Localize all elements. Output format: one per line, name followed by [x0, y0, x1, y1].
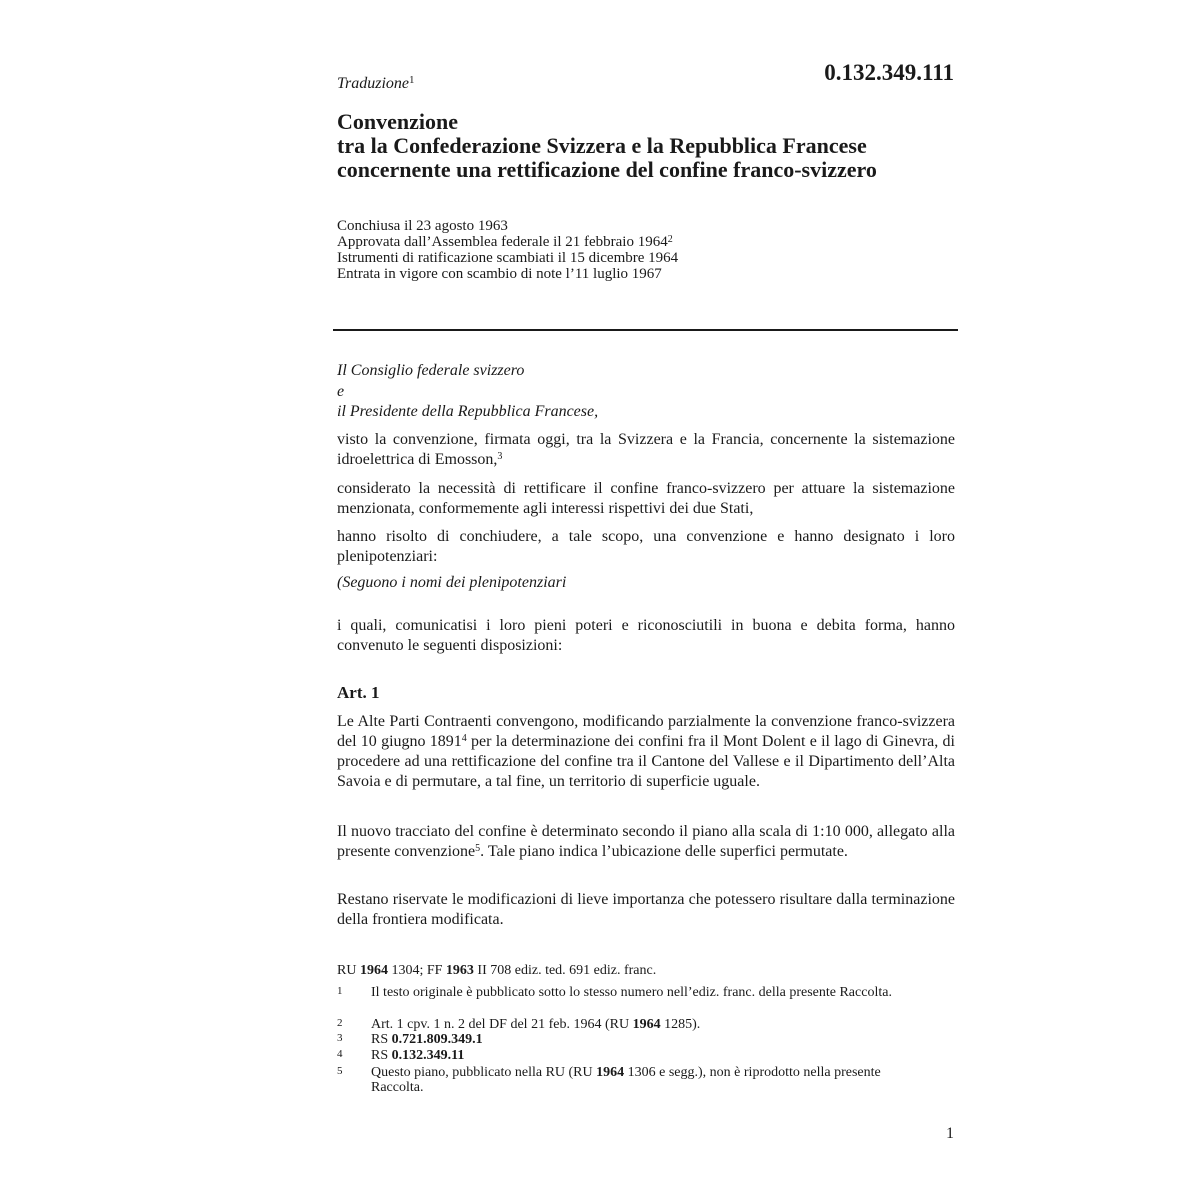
party-french: il Presidente della Repubblica Francese, — [337, 403, 599, 420]
footnote-ref-4[interactable]: 4 — [461, 733, 467, 744]
footnote-ref-1[interactable]: 1 — [409, 74, 415, 86]
translation-label: Traduzione$^1$ — [337, 74, 415, 92]
separator-rule — [333, 329, 958, 331]
in-force-date: Entrata in vigore con scambio di note l’11 luglio 1967 — [337, 266, 662, 282]
preamble-hanno-risolto: hanno risolto di conchiudere, a tale scopo, una convenzione e hanno designato i loro plenipotenziari: — [337, 528, 955, 565]
footnote-ref-2[interactable]: 2 — [667, 234, 673, 245]
concluded-date: Conchiusa il 23 agosto 1963 — [337, 218, 508, 234]
article-heading: Art. 1 — [337, 683, 380, 702]
footnote-ref-5[interactable]: 5 — [475, 843, 481, 854]
document-metadata — [337, 218, 957, 282]
article-paragraph-2: Il nuovo tracciato del confine è determinato secondo il piano alla scala di 1:10 000, allegato alla presente convenzione$^5$. Tale piano indica l’ubicazione delle superfici permutate. — [337, 823, 955, 860]
official-source: RU 1964 1304; FF 1963 II 708 ediz. ted. 691 ediz. franc. — [337, 963, 657, 978]
plenipotentiaries-note: (Seguono i nomi dei plenipotenziari — [337, 574, 567, 591]
preamble-i-quali: i quali, comunicatisi i loro pieni poteri e riconosciutili in buona e debita forma, hanno convenuto le seguenti disposizioni: — [337, 617, 955, 654]
document-title: Convenzione tra la Confederazione Svizzera e la Repubblica Francese concernente una rettificazione del confine franco-svizzero — [337, 109, 877, 182]
article-paragraph-3: Restano riservate le modificazioni di lieve importanza che potessero risultare dalla terminazione della frontiera modificata. — [337, 891, 955, 928]
sr-link-4[interactable]: 0.132.349.11 — [391, 1048, 465, 1063]
preamble-considerato: considerato la necessità di rettificare il confine franco-svizzero per attuare la sistemazione menzionata, conformemente agli interessi rispettivi dei due Stati, — [337, 480, 955, 517]
approved-date: Approvata dall’Assemblea federale il 21 febbraio 1964$^2$ — [337, 234, 673, 250]
footnote-ref-3[interactable]: 3 — [497, 451, 503, 462]
page-number: 1 — [946, 1125, 954, 1142]
footnote-1: 1 Il testo originale è pubblicato sotto lo stesso numero nell’ediz. franc. della presente Raccolta. — [337, 985, 892, 1000]
party-swiss: Il Consiglio federale svizzero — [337, 362, 525, 379]
footnote-2: 2 Art. 1 cpv. 1 n. 2 del DF del 21 feb. 1964 (RU 1964 1285). — [337, 1017, 701, 1032]
footnote-5: 5 Questo piano, pubblicato nella RU (RU 1964 1306 e segg.), non è riprodotto nella presente Raccolta. — [337, 1065, 881, 1095]
preamble-visto: visto la convenzione, firmata oggi, tra la Svizzera e la Francia, concernente la sistemazione idroelettrica di Emosson,$^3$ — [337, 431, 955, 468]
sr-link-3[interactable]: 0.721.809.349.1 — [391, 1032, 483, 1047]
ratification-date: Istrumenti di ratificazione scambiati il 15 dicembre 1964 — [337, 250, 679, 266]
sr-number: 0.132.349.111 — [824, 60, 954, 85]
article-paragraph-1: Le Alte Parti Contraenti convengono, modificando parzialmente la convenzione franco-svizzera del 10 giugno 1891$^4$ per la determinazione dei confini fra il Mont Dolent e il lago di Ginevra, di procedere ad una rettificazione del confine tra il Cantone del Vallese e il Dipartimento dell’Alta Savoia e di permutare, a tal fine, un territorio di superficie uguale. — [337, 713, 955, 790]
footnote-3: 3 RS 0.721.809.349.1 — [337, 1032, 483, 1047]
party-conjunction: e — [337, 383, 345, 400]
footnote-4: 4 RS 0.132.349.11 — [337, 1048, 465, 1063]
